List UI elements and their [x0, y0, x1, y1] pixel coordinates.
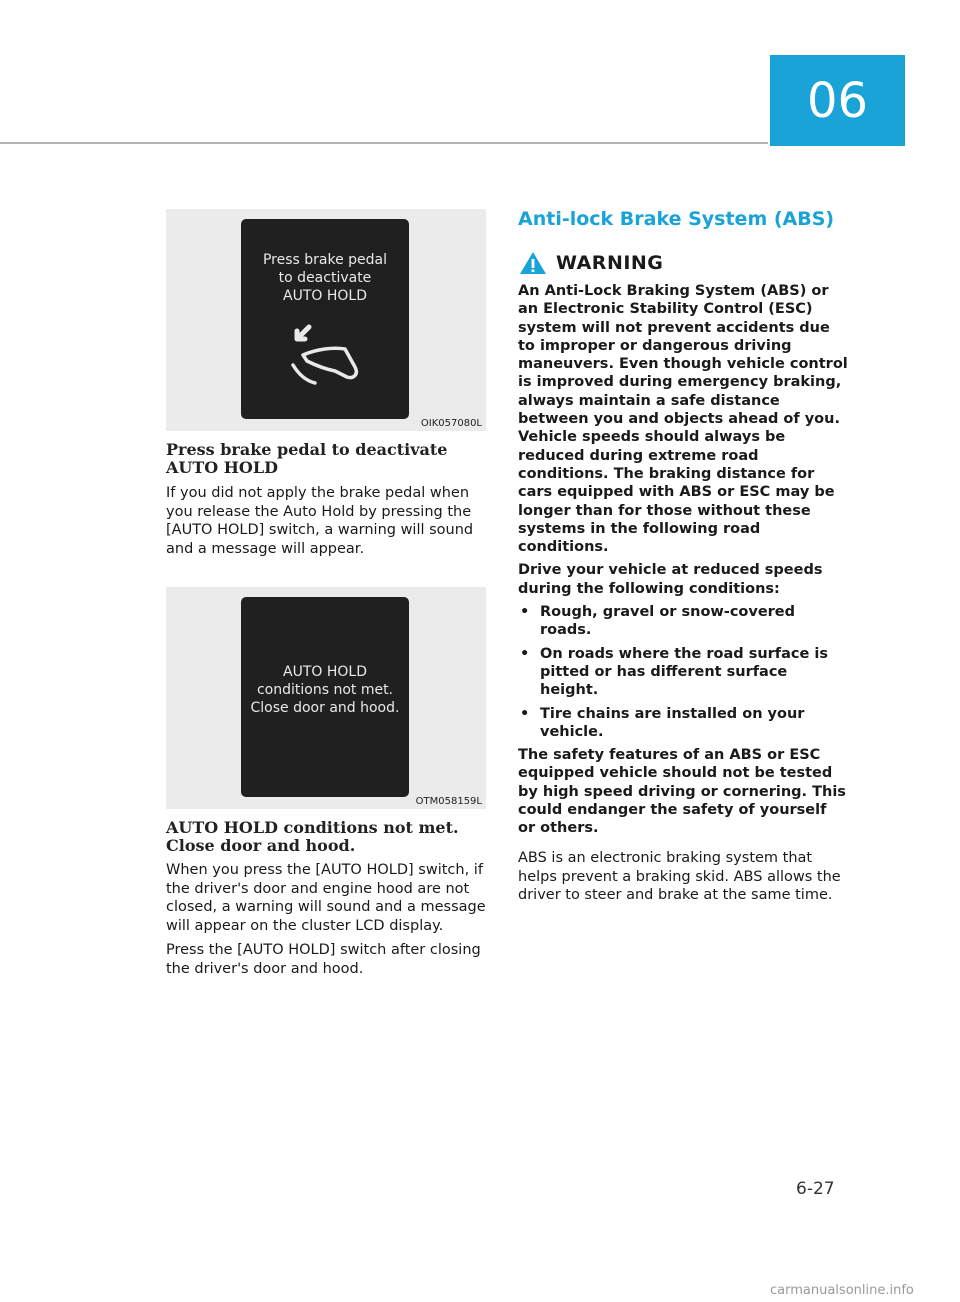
lcd-line: conditions not met.	[256, 682, 394, 698]
warning-paragraph: Drive your vehicle at reduced speeds during the following conditions:	[518, 562, 823, 597]
figure-conditions-not-met-message	[166, 587, 486, 809]
paragraph: Press the [AUTO HOLD] switch after closing the driver's door and hood.	[166, 942, 481, 977]
section-title-abs: Anti-lock Brake System (ABS)	[518, 208, 835, 230]
list-item: • Rough, gravel or snow-covered roads.	[518, 603, 848, 640]
list-item: • On roads where the road surface is pitted or has different surface height.	[518, 645, 848, 700]
abs-description: ABS is an electronic braking system that helps prevent a braking skid. ABS allows the driver to steer and brake at the same time.	[518, 850, 841, 903]
warning-label: WARNING	[556, 252, 664, 274]
warning-paragraph: An Anti-Lock Braking System (ABS) or an Electronic Stability Control (ESC) system will not prevent accidents due to improper or dangerous driving maneuvers. Even though vehicle control is improved during emergency braking, always maintain a safe distance between you and objects ahead of you. Vehicle speeds should always be reduced during extreme road conditions. The braking distance for cars equipped with ABS or ESC may be longer than for those without these systems in the following road conditions.	[518, 283, 848, 556]
page-number: 6-27	[796, 1179, 835, 1199]
figure-code: OTM058159L	[415, 796, 482, 807]
caption-conditions-not-met: AUTO HOLD conditions not met. Close door and hood.	[166, 818, 459, 855]
warning-body	[518, 282, 848, 843]
lcd-line: Close door and hood.	[250, 700, 400, 716]
section-brake-pedal-body	[166, 484, 491, 564]
warning-triangle-icon	[518, 250, 548, 276]
paragraph: If you did not apply the brake pedal when you release the Auto Hold by pressing the [AUTO HOLD] switch, a warning will sound and a message will appear.	[166, 485, 474, 557]
cluster-lcd-display	[241, 219, 409, 419]
caption-brake-pedal: Press brake pedal to deactivate AUTO HOLD	[166, 440, 448, 477]
watermark: carmanualsonline.info	[770, 1283, 914, 1298]
warning-paragraph: The safety features of an ABS or ESC equipped vehicle should not be tested by high speed driving or cornering. This could endanger the safety of yourself or others.	[518, 747, 846, 837]
lcd-message	[241, 219, 409, 305]
figure-code: OIK057080L	[420, 418, 482, 429]
warning-header	[518, 250, 663, 276]
section-conditions-body	[166, 861, 491, 984]
lcd-line: to deactivate	[278, 270, 372, 286]
chapter-tab	[770, 55, 905, 146]
warning-condition-list	[518, 603, 848, 741]
cluster-lcd-display	[241, 597, 409, 797]
lcd-line: AUTO HOLD	[283, 664, 367, 680]
header-rule	[0, 142, 768, 144]
lcd-message	[241, 597, 409, 717]
paragraph: When you press the [AUTO HOLD] switch, if the driver's door and engine hood are not closed, a warning will sound and a message will appear on the cluster LCD display.	[166, 862, 486, 934]
brake-pedal-icon	[283, 319, 369, 399]
lcd-line: Press brake pedal	[262, 252, 388, 268]
lcd-line: AUTO HOLD	[283, 288, 367, 304]
list-item: • Tire chains are installed on your vehicle.	[518, 705, 848, 742]
chapter-number: 06	[806, 72, 869, 129]
figure-brake-pedal-message	[166, 209, 486, 431]
